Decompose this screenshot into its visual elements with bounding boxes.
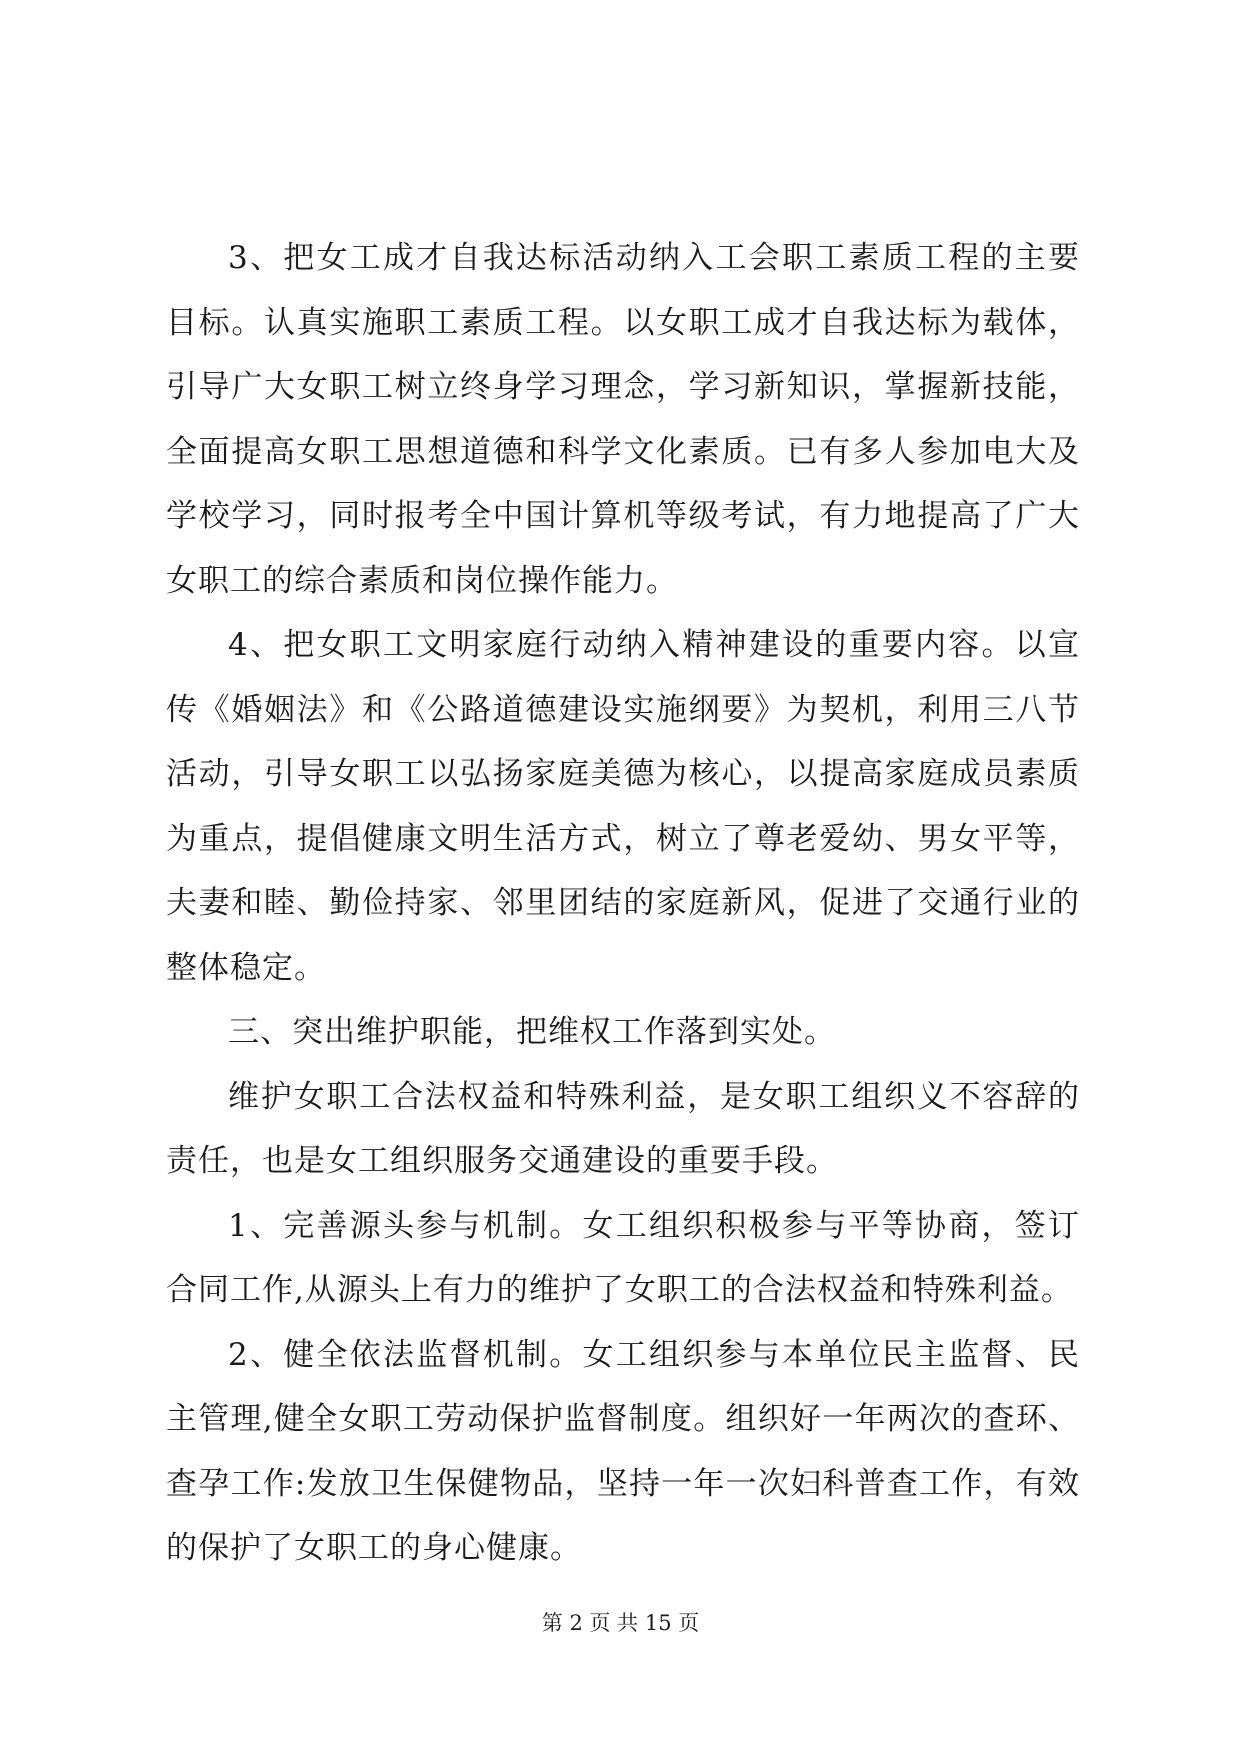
paragraph-item-2: 2、健全依法监督机制。女工组织参与本单位民主监督、民主管理,健全女职工劳动保护监督制度。组织好一年两次的查环、查孕工作:发放卫生保健物品，坚持一年一次妇科普查工作，有效的保护了女职工的身心健康。 xyxy=(166,1336,1080,1566)
paragraph-item-4: 4、把女职工文明家庭行动纳入精神建设的重要内容。以宣传《婚姻法》和《公路道德建设实施纲要》为契机，利用三八节活动，引导女职工以弘扬家庭美德为核心，以提高家庭成员素质为重点，提倡健康文明生活方式，树立了尊老爱幼、男女平等，夫妻和睦、勤俭持家、邻里团结的家庭新风，促进了交通行业的整体稳定。 xyxy=(166,627,1080,986)
section-heading-three: 三、突出维护职能，把维权工作落到实处。 xyxy=(228,1014,836,1050)
page-number-footer: 第 2 页 共 15 页 xyxy=(541,1611,700,1635)
paragraph-item-3: 3、把女工成才自我达标活动纳入工会职工素质工程的主要目标。认真实施职工素质工程。以女职工成才自我达标为载体，引导广大女职工树立终身学习理念，学习新知识，掌握新技能，全面提高女职工思想道德和科学文化素质。已有多人参加电大及学校学习，同时报考全中国计算机等级考试，有力地提高了广大女职工的综合素质和岗位操作能力。 xyxy=(166,240,1080,599)
paragraph-item-1: 1、完善源头参与机制。女工组织积极参与平等协商，签订合同工作,从源头上有力的维护了女职工的合法权益和特殊利益。 xyxy=(166,1207,1080,1308)
section-intro-paragraph: 维护女职工合法权益和特殊利益，是女职工组织义不容辞的责任，也是女工组织服务交通建设的重要手段。 xyxy=(166,1078,1080,1179)
document-body xyxy=(166,226,1080,1581)
